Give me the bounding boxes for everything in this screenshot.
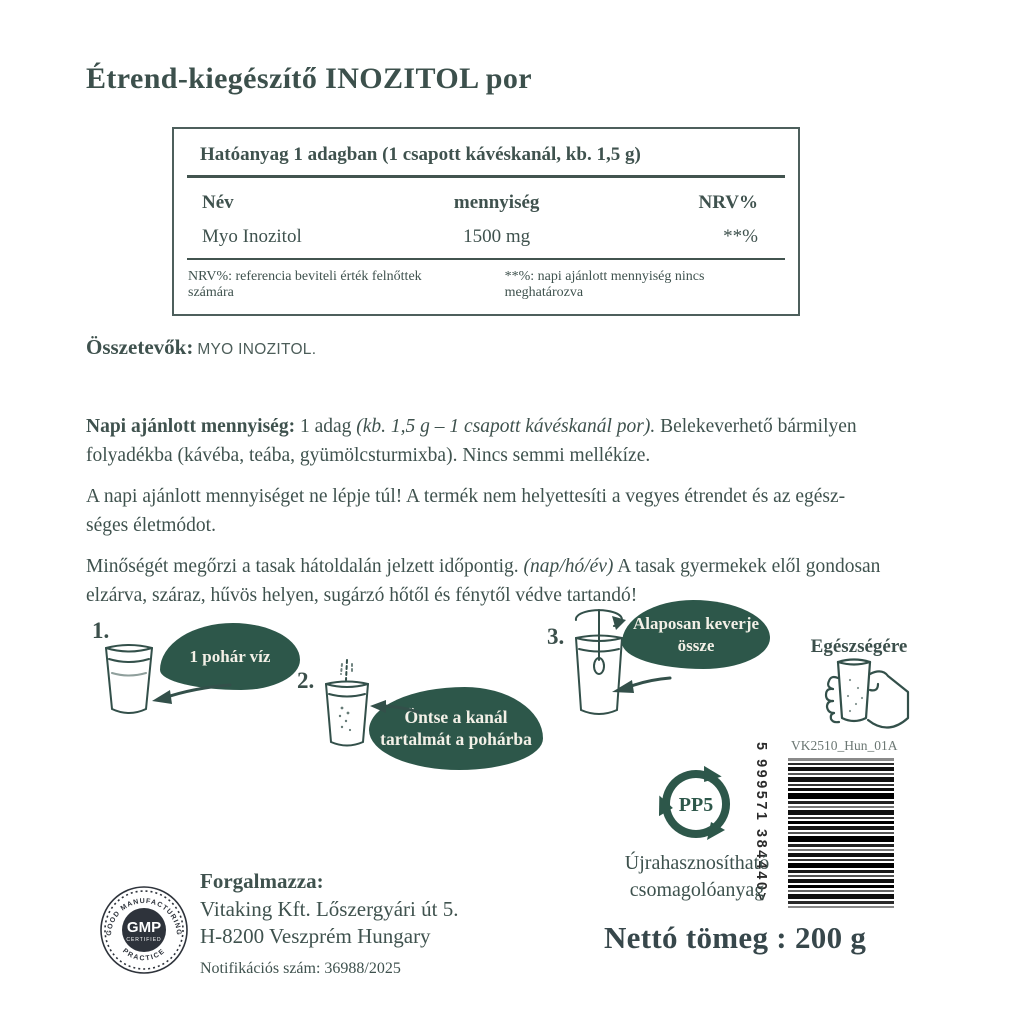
recycle-pp5-icon <box>650 760 742 852</box>
arrow-left-icon <box>366 698 422 720</box>
step-3-label: Alaposan keverje össze <box>632 614 760 655</box>
gmp-bottom-text: PRACTICE <box>121 947 167 963</box>
col-name: Név <box>202 192 234 213</box>
arrow-left-icon <box>608 672 674 698</box>
gmp-center-text: GMP <box>126 919 162 936</box>
dosage-text: 1 adag <box>299 415 352 437</box>
barcode-digits: 5 999571 384440> <box>753 742 769 904</box>
footnote-asterisk: **%: napi ajánlott mennyiség nincs meghatározva <box>504 269 705 300</box>
cell-name: Myo Inozitol <box>202 226 302 247</box>
warning-text: A napi ajánlott mennyiséget ne lépje túl! A termék nem helyettesíti a vegyes étrendet és az egész- <box>86 485 846 507</box>
step-3-bubble <box>622 600 770 669</box>
stir-spoon-glass-icon <box>566 602 632 726</box>
cell-nrv: **% <box>723 226 758 247</box>
table-footnotes <box>174 260 798 314</box>
dosage-text: Belekeverhető bármilyen <box>660 415 857 437</box>
hand-holding-glass-icon <box>812 656 918 740</box>
distributor-label: Forgalmazza: <box>200 869 324 893</box>
pour-powder-glass-icon <box>322 658 372 752</box>
dosage-text: folyadékba (kávéba, teába, gyümölcsturmixba). Nincs semmi mellékíze. <box>86 444 651 466</box>
distributor-line2: H-8200 Veszprém Hungary <box>200 924 431 948</box>
ingredients-line <box>86 335 316 360</box>
distributor-block <box>200 868 458 982</box>
storage-paragraph <box>86 552 970 610</box>
warning-paragraph <box>86 482 970 540</box>
notification-number: Notifikációs szám: 36988/2025 <box>200 959 401 977</box>
divider <box>187 175 785 178</box>
step-1-label: 1 pohár víz <box>189 646 271 666</box>
recycling-caption <box>606 850 788 904</box>
warning-text: séges életmódot. <box>86 514 216 536</box>
ean13-barcode-icon <box>788 758 894 908</box>
col-nrv: NRV% <box>698 192 758 213</box>
dosage-label: Napi ajánlott mennyiség: <box>86 415 296 437</box>
step-2-number: 2. <box>297 668 315 693</box>
cell-amount: 1500 mg <box>463 226 531 247</box>
recycling-line1: Újrahasznosítható <box>624 852 770 874</box>
step-2-label: Öntse a kanál tartalmát a pohárba <box>380 706 532 749</box>
col-amount: mennyiség <box>453 192 540 213</box>
footnote-nrv: NRV%: referencia beviteli érték felnőttek számára <box>188 269 422 300</box>
dosage-italic: (kb. 1,5 g – 1 csapott kávéskanál por). <box>356 415 656 437</box>
distributor-line1: Vitaking Kft. Lőszergyári út 5. <box>200 896 459 921</box>
step-3-number: 3. <box>547 624 565 649</box>
gmp-certified-seal-icon <box>98 884 190 976</box>
table-column-headers <box>174 192 798 214</box>
ingredients-label: Összetevők: <box>86 335 194 359</box>
step-1-number: 1. <box>92 618 110 643</box>
table-row <box>174 226 798 248</box>
net-weight: Nettó tömeg : 200 g <box>604 920 867 955</box>
supplement-facts-table <box>172 127 800 316</box>
recycling-line2: csomagolóanyag <box>629 879 765 901</box>
dosage-paragraph <box>86 412 970 470</box>
cheers-label: Egészségére <box>810 636 908 657</box>
arrow-left-icon <box>148 680 234 708</box>
ingredients-value: MYO INOZITOL. <box>197 341 317 358</box>
gmp-top-text: GOOD MANUFACTURING <box>105 897 183 937</box>
pp5-code: PP5 <box>678 794 714 816</box>
barcode-batch-label: VK2510_Hun_01A <box>791 738 898 753</box>
storage-text: Minőségét megőrzi a tasak hátoldalán jelzett időpontig. <box>86 555 519 577</box>
table-header: Hatóanyag 1 adagban (1 csapott kávéskanál, kb. 1,5 g) <box>200 144 641 165</box>
page-title: Étrend-kiegészítő INOZITOL por <box>86 62 532 95</box>
gmp-sub-text: CERTIFIED <box>126 937 162 943</box>
storage-text: elzárva, száraz, hűvös helyen, sugárzó hőtől és fénytől védve tartandó! <box>86 584 638 606</box>
storage-text: A tasak gyermekek elől gondosan <box>617 555 881 577</box>
storage-italic: (nap/hó/év) <box>523 555 614 577</box>
